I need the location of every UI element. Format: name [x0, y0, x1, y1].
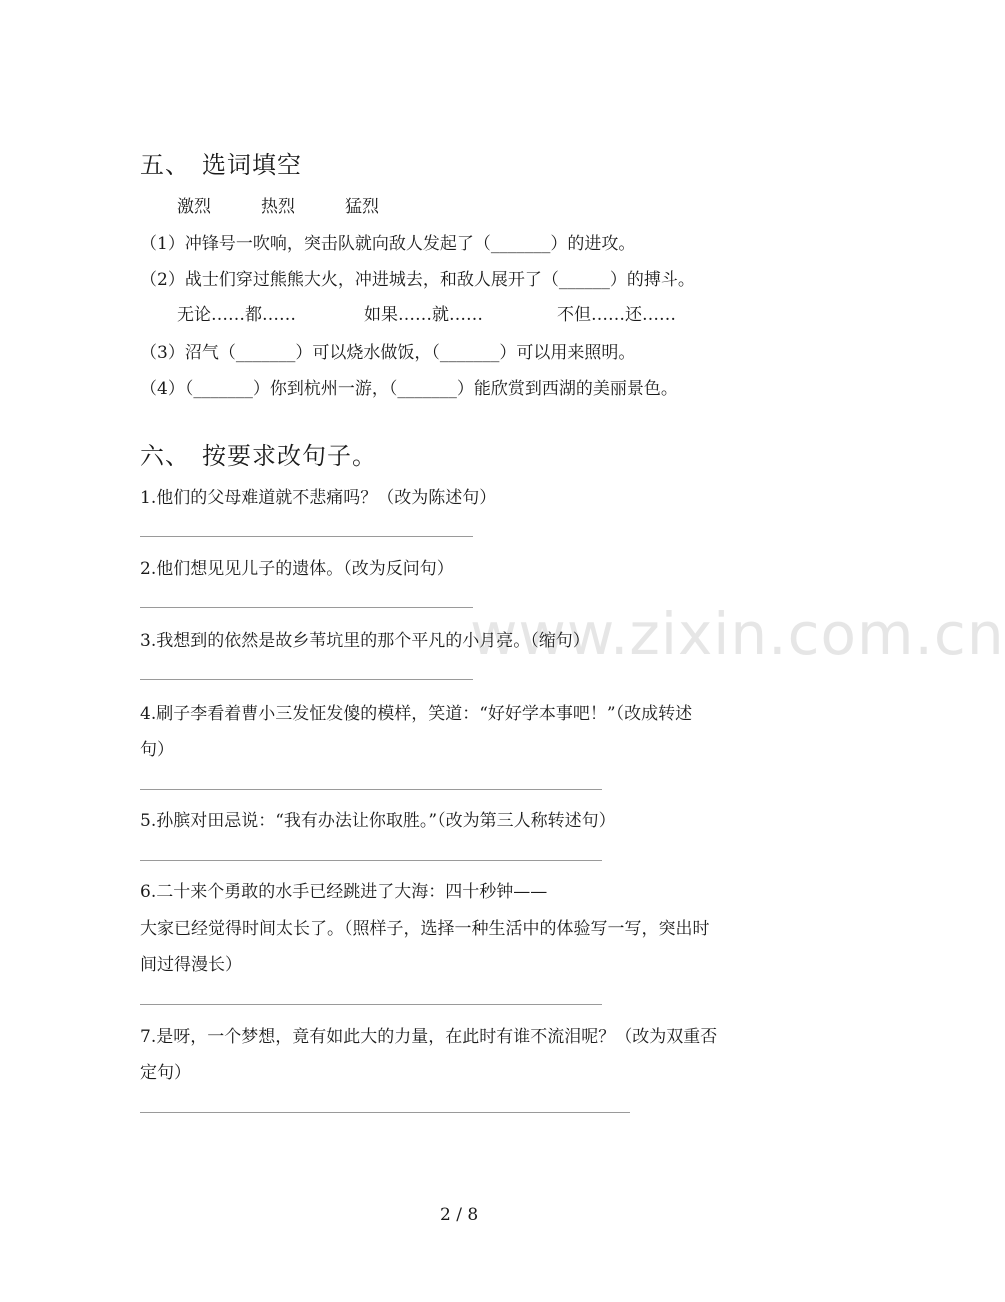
word-bank-2 — [177, 300, 676, 325]
section-5-heading — [140, 145, 302, 180]
section-6-title: 按要求改句子。 — [202, 442, 377, 470]
fill-question-4: （4）（_______）你到杭州一游，（_______）能欣赏到西湖的美丽景色。 — [140, 379, 678, 399]
section-6-heading — [140, 436, 377, 471]
word-bank-1 — [177, 192, 379, 217]
section-6-number: 六、 — [140, 442, 190, 470]
word-bank-1-item: 热烈 — [261, 197, 295, 217]
section-5-number: 五、 — [140, 151, 190, 179]
rewrite-question-7-line-1: 7.是呀，一个梦想，竟有如此大的力量，在此时有谁不流泪呢？（改为双重否 — [140, 1027, 718, 1047]
rewrite-question-6-line-1: 6.二十来个勇敢的水手已经跳进了大海：四十秒钟—— — [140, 882, 548, 902]
answer-line[interactable] — [140, 1112, 630, 1113]
rewrite-question-2: 2.他们想见见儿子的遗体。（改为反问句） — [140, 559, 454, 579]
rewrite-question-5: 5.孙膑对田忌说：“我有办法让你取胜。”（改为第三人称转述句） — [140, 811, 616, 831]
word-bank-2-item: 不但……还…… — [557, 305, 676, 325]
section-5-title: 选词填空 — [202, 151, 302, 179]
answer-line[interactable] — [140, 860, 602, 861]
rewrite-question-6-line-2: 大家已经觉得时间太长了。（照样子，选择一种生活中的体验写一写，突出时 — [140, 919, 710, 939]
word-bank-2-item: 无论……都…… — [177, 305, 296, 325]
rewrite-question-6-line-3: 间过得漫长） — [140, 955, 242, 975]
rewrite-question-4-line-2: 句） — [140, 740, 174, 760]
watermark: www.zixin.com.cn — [470, 600, 1005, 668]
rewrite-question-3: 3.我想到的依然是故乡苇坑里的那个平凡的小月亮。（缩句） — [140, 631, 590, 651]
word-bank-1-item: 激烈 — [177, 197, 211, 217]
answer-line[interactable] — [140, 607, 473, 608]
answer-line[interactable] — [140, 679, 473, 680]
fill-question-3: （3）沼气（_______）可以烧水做饭，（_______）可以用来照明。 — [140, 343, 636, 363]
answer-line[interactable] — [140, 536, 473, 537]
page-number: 2 / 8 — [440, 1205, 479, 1225]
rewrite-question-4-line-1: 4.刷子李看着曹小三发怔发傻的模样，笑道：“好好学本事吧！”（改成转述 — [140, 704, 693, 724]
fill-question-2: （2）战士们穿过熊熊大火，冲进城去，和敌人展开了（______）的搏斗。 — [140, 270, 695, 290]
rewrite-question-1: 1.他们的父母难道就不悲痛吗？（改为陈述句） — [140, 488, 497, 508]
word-bank-2-item: 如果……就…… — [364, 305, 483, 325]
rewrite-question-7-line-2: 定句） — [140, 1063, 191, 1083]
answer-line[interactable] — [140, 1004, 602, 1005]
answer-line[interactable] — [140, 789, 602, 790]
word-bank-1-item: 猛烈 — [345, 197, 379, 217]
fill-question-1: （1）冲锋号一吹响，突击队就向敌人发起了（_______）的进攻。 — [140, 234, 636, 254]
